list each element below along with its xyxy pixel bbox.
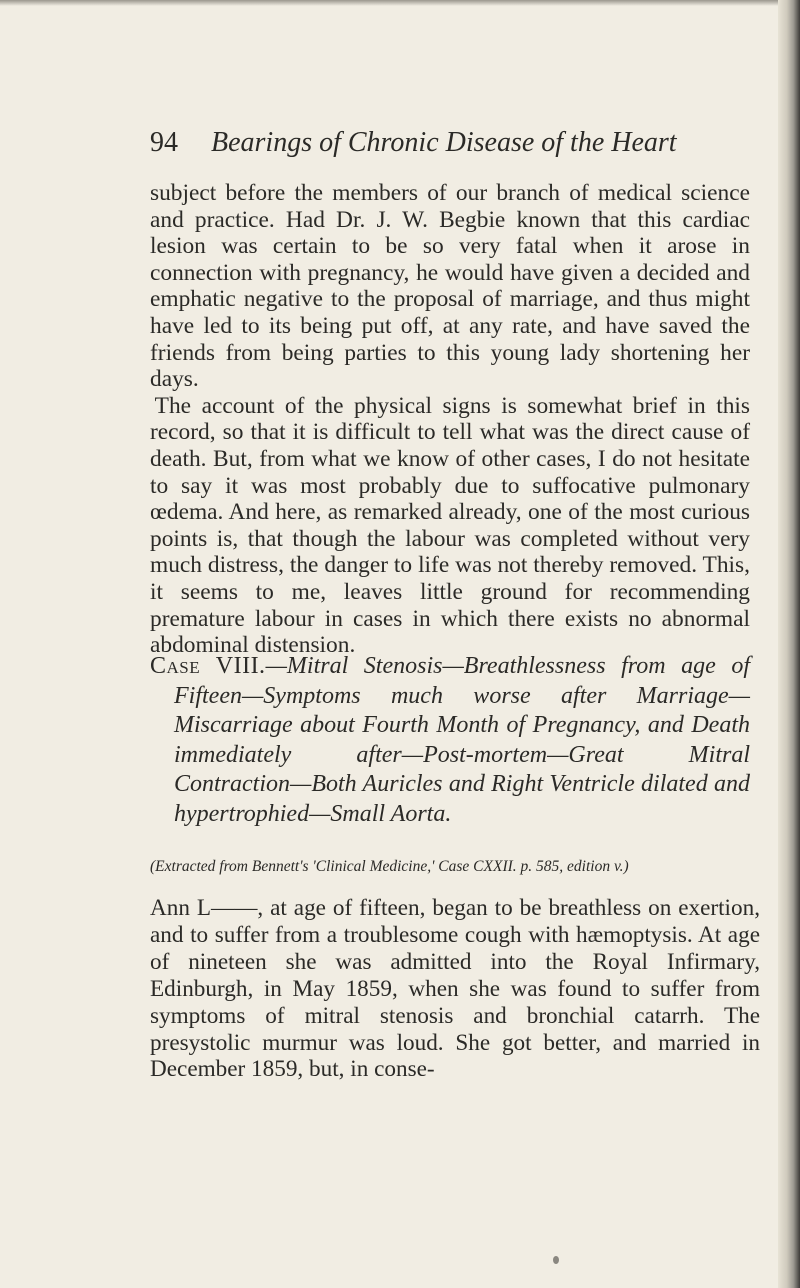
body-text	[150, 180, 750, 659]
page-header	[150, 127, 750, 159]
page-top-edge	[0, 0, 800, 6]
ink-smudge	[553, 1256, 559, 1264]
paragraph-1: subject before the members of our branch of medical science and practice. Had Dr. J. W. Begbie known that this cardiac lesion was certain to be so very fatal when it arose in connection with pregnancy, he would have given a decided and emphatic negative to the proposal of marriage, and thus might have led to its being put off, at any rate, and have saved the friends from being parties to this young lady shortening her days.	[150, 180, 750, 393]
case-source-citation: (Extracted from Bennett's 'Clinical Medicine,' Case CXXII. p. 585, edition v.)	[150, 858, 629, 875]
running-title: Bearings of Chronic Disease of the Heart	[211, 127, 677, 158]
case-title: —Mitral Stenosis—Breathlessness from age of Fifteen—Symptoms much worse after Marriage—Miscarriage about Fourth Month of Pregnancy, and Death immediately after—Post-mortem—Great Mitral Contraction—Both Auricles and Right Ventricle dilated and hypertrophied—Small Aorta.	[174, 653, 751, 827]
page-number: 94	[150, 127, 178, 158]
case-body-text: Ann L——, at age of fifteen, began to be breathless on exertion, and to suffer from a troublesome cough with hæmoptysis. At age of nineteen she was admitted into the Royal Infirmary, Edinburgh, in May 1859, when she was found to suffer from symptoms of mitral stenosis and bronchial catarrh. The presystolic murmur was loud. She got better, and married in December 1859, but, in conse-	[150, 895, 760, 1083]
paragraph-2: The account of the physical signs is somewhat brief in this record, so that it is difficult to tell what was the direct cause of death. But, from what we know of other cases, I do not hesitate to say it was most probably due to suffocative pulmonary œdema. And here, as remarked already, one of the most curious points is, that though the labour was completed without very much distress, the danger to life was not thereby removed. This, it seems to me, leaves little ground for recommending premature labour in cases in which there exists no abnormal abdominal distension.	[150, 392, 750, 659]
case-label: Case VIII.	[150, 653, 266, 679]
book-spine-edge	[778, 0, 800, 1288]
case-heading	[150, 652, 750, 829]
